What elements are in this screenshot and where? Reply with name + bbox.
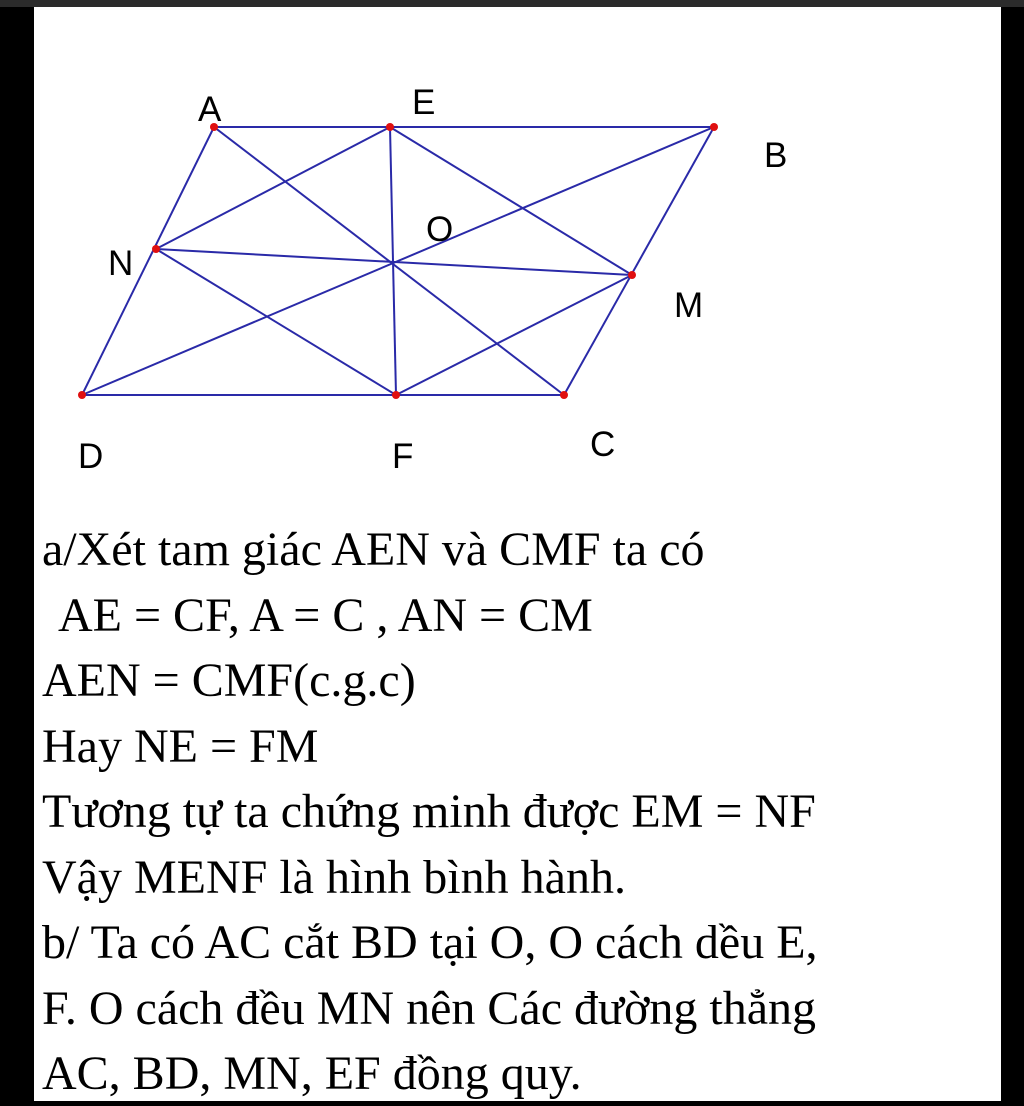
solution-line-em-nf: Tương tự ta chứng minh được EM = NF bbox=[42, 785, 816, 838]
label-O: O bbox=[426, 210, 454, 249]
point-B bbox=[710, 123, 718, 131]
segment-DA bbox=[82, 127, 214, 395]
geometry-figure bbox=[34, 7, 1001, 507]
solution-line-b-intro: b/ Ta có AC cắt BD tại O, O cách dều E, bbox=[42, 916, 818, 969]
segment-NE bbox=[156, 127, 390, 249]
solution-line-ne-fm: Hay NE = FM bbox=[42, 719, 319, 773]
document-page bbox=[34, 7, 1001, 1101]
label-A: A bbox=[198, 90, 222, 129]
point-N bbox=[152, 245, 160, 253]
label-M: M bbox=[674, 286, 704, 325]
label-C: C bbox=[590, 425, 616, 464]
label-E: E bbox=[412, 83, 436, 122]
solution-line-parallelogram: Vậy MENF là hình bình hành. bbox=[42, 850, 626, 904]
segment-BC bbox=[564, 127, 714, 395]
label-B: B bbox=[764, 136, 788, 175]
solution-line-b-continued: F. O cách đều MN nên Các đường thẳng bbox=[42, 981, 817, 1035]
label-D: D bbox=[78, 437, 104, 476]
solution-line-a-intro: a/Xét tam giác AEN và CMF ta có bbox=[42, 523, 705, 576]
point-E bbox=[386, 123, 394, 131]
solution-text bbox=[42, 517, 992, 1101]
segment-FN bbox=[156, 249, 396, 395]
label-N: N bbox=[108, 244, 134, 283]
point-F bbox=[392, 391, 400, 399]
segment-EM bbox=[390, 127, 632, 275]
point-D bbox=[78, 391, 86, 399]
solution-line-concurrent: AC, BD, MN, EF đồng quy. bbox=[42, 1047, 582, 1100]
point-C bbox=[560, 391, 568, 399]
label-F: F bbox=[392, 437, 414, 476]
figure-lines bbox=[82, 127, 714, 395]
solution-line-congruence: AEN = CMF(c.g.c) bbox=[42, 654, 416, 707]
solution-line-given-equalities: AE = CF, A = C , AN = CM bbox=[58, 588, 593, 642]
point-M bbox=[628, 271, 636, 279]
window-top-bar bbox=[0, 0, 1024, 7]
